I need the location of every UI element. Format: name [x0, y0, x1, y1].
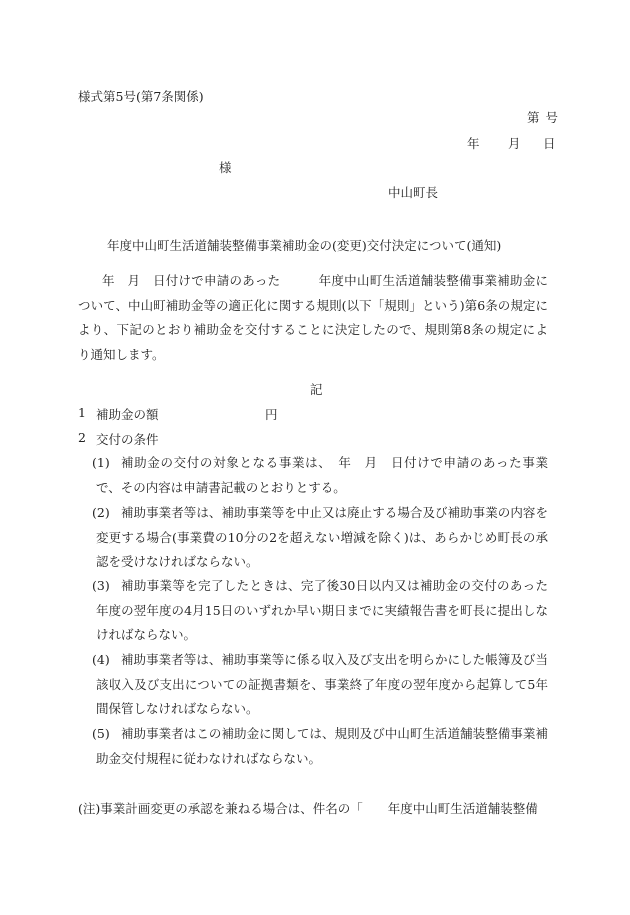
condition-item-number: (2) — [92, 505, 110, 520]
condition-item — [92, 574, 548, 648]
date-day: 日 — [543, 136, 556, 151]
section1-number: 1 — [78, 405, 86, 420]
condition-item — [92, 451, 548, 500]
condition-item — [92, 648, 548, 722]
ki-heading: 記 — [310, 382, 323, 397]
body-paragraph: 年 月 日付けで申請のあった 年度中山町生活道舗装整備事業補助金について、中山町補助金等の適正化に関する規則(以下「規則」という)第6条の規定により、下記のとおり補助金を交付することに決定したので、規則第8条の規定により通知します。 — [78, 273, 548, 362]
condition-item — [92, 501, 548, 575]
condition-item-text: 補助事業者はこの補助金に関しては、規則及び中山町生活道舗装整備事業補助金交付規程に従わなければならない。 — [96, 726, 548, 766]
condition-item-text: 補助事業者等は、補助事業等を中止又は廃止する場合及び補助事業の内容を変更する場合(事業費の10分の2を超えない増減を除く)は、あらかじめ町長の承認を受けなければならない。 — [96, 505, 548, 569]
section1-unit: 円 — [265, 407, 278, 422]
condition-item-number: (4) — [92, 652, 110, 667]
document-number-label: 第号 — [527, 110, 565, 125]
addressee-label: 様 — [219, 160, 232, 175]
condition-item-number: (3) — [92, 578, 110, 593]
document-title: 年度中山町生活道舗装整備事業補助金の(変更)交付決定について(通知) — [107, 238, 502, 253]
section1-label: 補助金の額 — [96, 407, 159, 422]
form-label: 様式第5号(第7条関係) — [78, 89, 204, 104]
condition-item-text: 補助金の交付の対象となる事業は、 年 月 日付けで申請のあった事業で、その内容は申請書記載のとおりとする。 — [96, 455, 548, 495]
condition-item — [92, 722, 548, 771]
condition-item-number: (5) — [92, 726, 110, 741]
date-month: 月 — [508, 136, 521, 151]
condition-item-text: 補助事業者等は、補助事業等に係る収入及び支出を明らかにした帳簿及び当該収入及び支出についての証拠書類を、事業終了年度の翌年度から起算して5年間保管しなければならない。 — [96, 652, 548, 716]
section2-number: 2 — [78, 430, 86, 445]
date-year: 年 — [467, 136, 480, 151]
sender-name: 中山町長 — [388, 185, 439, 200]
condition-item-number: (1) — [92, 455, 110, 470]
note-text: (注)事業計画変更の承認を兼ねる場合は、件名の「 年度中山町生活道舗装整備 — [78, 801, 538, 816]
condition-item-text: 補助事業等を完了したときは、完了後30日以内又は補助金の交付のあった年度の翌年度の4月15日のいずれか早い期日までに実績報告書を町長に提出しなければならない。 — [96, 578, 548, 642]
section2-label: 交付の条件 — [96, 432, 159, 447]
